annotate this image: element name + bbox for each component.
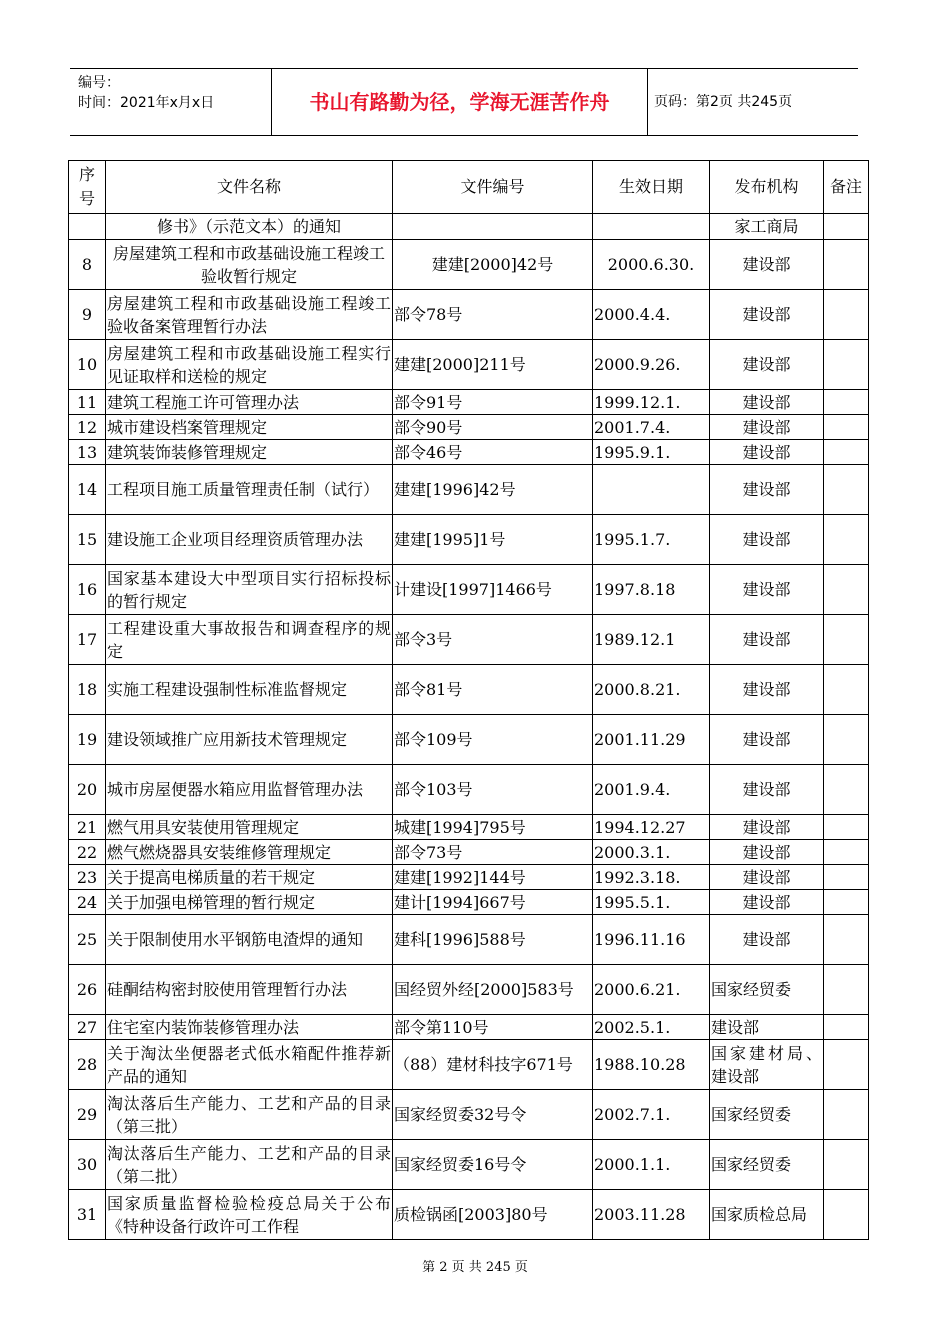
- cell-code: 部令90号: [393, 415, 593, 440]
- cell-code: 部令73号: [393, 840, 593, 865]
- cell-code: [393, 214, 593, 240]
- cell-date: 2000.9.26.: [593, 340, 710, 390]
- cell-name: 建筑工程施工许可管理办法: [106, 390, 393, 415]
- cell-date: 2000.1.1.: [593, 1140, 710, 1190]
- table-row: [69, 965, 869, 1015]
- table-row: [69, 1040, 869, 1090]
- cell-name: 关于淘汰坐便器老式低水箱配件推荐新产品的通知: [106, 1040, 393, 1090]
- cell-name: 实施工程建设强制性标准监督规定: [106, 665, 393, 715]
- cell-code: 部令91号: [393, 390, 593, 415]
- cell-name: 工程建设重大事故报告和调查程序的规定: [106, 615, 393, 665]
- cell-date: 2001.11.29: [593, 715, 710, 765]
- cell-number: 12: [69, 415, 106, 440]
- cell-date: 2002.7.1.: [593, 1090, 710, 1140]
- cell-code: 国家经贸委32号令: [393, 1090, 593, 1140]
- cell-date: 2003.11.28: [593, 1190, 710, 1240]
- table-row: [69, 240, 869, 290]
- cell-name: 房屋建筑工程和市政基础设施工程实行见证取样和送检的规定: [106, 340, 393, 390]
- cell-number: 19: [69, 715, 106, 765]
- cell-date: 2001.7.4.: [593, 415, 710, 440]
- cell-date: 1997.8.18: [593, 565, 710, 615]
- cell-org: 建设部: [710, 915, 824, 965]
- header-divider: [647, 69, 648, 136]
- cell-code: 建建[2000]211号: [393, 340, 593, 390]
- cell-org: 国家经贸委: [710, 1090, 824, 1140]
- cell-name: 房屋建筑工程和市政基础设施工程竣工验收暂行规定: [106, 240, 393, 290]
- cell-note: [824, 415, 869, 440]
- cell-number: [69, 214, 106, 240]
- cell-note: [824, 1140, 869, 1190]
- table-row: [69, 1015, 869, 1040]
- cell-note: [824, 465, 869, 515]
- cell-date: 1995.9.1.: [593, 440, 710, 465]
- time-label: 时间：2021年x月x日: [78, 95, 215, 111]
- cell-date: 1992.3.18.: [593, 865, 710, 890]
- cell-code: 部令103号: [393, 765, 593, 815]
- regulations-table: [68, 160, 869, 1240]
- cell-note: [824, 565, 869, 615]
- cell-date: 2002.5.1.: [593, 1015, 710, 1040]
- cell-note: [824, 865, 869, 890]
- cell-date: 1989.12.1: [593, 615, 710, 665]
- cell-number: 22: [69, 840, 106, 865]
- cell-note: [824, 340, 869, 390]
- cell-note: [824, 1015, 869, 1040]
- table-row: [69, 840, 869, 865]
- cell-org: 国家经贸委: [710, 965, 824, 1015]
- table-row: [69, 415, 869, 440]
- cell-number: 26: [69, 965, 106, 1015]
- cell-note: [824, 390, 869, 415]
- col-header-note: 备注: [824, 161, 869, 214]
- cell-number: 18: [69, 665, 106, 715]
- cell-code: 建建[1996]42号: [393, 465, 593, 515]
- cell-org: 家工商局: [710, 214, 824, 240]
- cell-name: 燃气燃烧器具安装维修管理规定: [106, 840, 393, 865]
- cell-date: 2000.3.1.: [593, 840, 710, 865]
- cell-name: 国家质量监督检验检疫总局关于公布《特种设备行政许可工作程: [106, 1190, 393, 1240]
- cell-number: 11: [69, 390, 106, 415]
- cell-note: [824, 240, 869, 290]
- cell-number: 31: [69, 1190, 106, 1240]
- table-row: [69, 1190, 869, 1240]
- table-header-row: [69, 161, 869, 214]
- cell-name: 修书》（示范文本）的通知: [106, 214, 393, 240]
- cell-org: 建设部: [710, 465, 824, 515]
- cell-number: 30: [69, 1140, 106, 1190]
- cell-date: [593, 465, 710, 515]
- cell-date: 1994.12.27: [593, 815, 710, 840]
- cell-name: 建设领域推广应用新技术管理规定: [106, 715, 393, 765]
- cell-number: 15: [69, 515, 106, 565]
- cell-note: [824, 665, 869, 715]
- cell-note: [824, 1190, 869, 1240]
- cell-number: 8: [69, 240, 106, 290]
- cell-number: 17: [69, 615, 106, 665]
- cell-code: （88）建材科技字671号: [393, 1040, 593, 1090]
- cell-date: 2000.6.30.: [593, 240, 710, 290]
- cell-number: 29: [69, 1090, 106, 1140]
- cell-date: 2001.9.4.: [593, 765, 710, 815]
- cell-date: 1988.10.28: [593, 1040, 710, 1090]
- cell-name: 淘汰落后生产能力、工艺和产品的目录（第三批）: [106, 1090, 393, 1140]
- cell-org: 建设部: [710, 565, 824, 615]
- cell-name: 燃气用具安装使用管理规定: [106, 815, 393, 840]
- col-header-code: 文件编号: [393, 161, 593, 214]
- cell-org: 建设部: [710, 415, 824, 440]
- cell-name: 关于加强电梯管理的暂行规定: [106, 890, 393, 915]
- cell-code: 计建设[1997]1466号: [393, 565, 593, 615]
- cell-date: 1999.12.1.: [593, 390, 710, 415]
- cell-number: 23: [69, 865, 106, 890]
- table-row: [69, 715, 869, 765]
- cell-code: 建建[1992]144号: [393, 865, 593, 890]
- cell-note: [824, 290, 869, 340]
- table-row: [69, 390, 869, 415]
- col-header-date: 生效日期: [593, 161, 710, 214]
- cell-number: 10: [69, 340, 106, 390]
- cell-org: 建设部: [710, 890, 824, 915]
- table-row: [69, 865, 869, 890]
- cell-org: 建设部: [710, 390, 824, 415]
- cell-code: 部令78号: [393, 290, 593, 340]
- cell-date: [593, 214, 710, 240]
- table-row: [69, 915, 869, 965]
- cell-note: [824, 965, 869, 1015]
- cell-name: 淘汰落后生产能力、工艺和产品的目录（第二批）: [106, 1140, 393, 1190]
- table-row: [69, 440, 869, 465]
- cell-code: 部令第110号: [393, 1015, 593, 1040]
- cell-code: 质检锅函[2003]80号: [393, 1190, 593, 1240]
- cell-number: 28: [69, 1040, 106, 1090]
- cell-org: 建设部: [710, 240, 824, 290]
- col-header-name: 文件名称: [106, 161, 393, 214]
- cell-number: 24: [69, 890, 106, 915]
- page-header: [70, 68, 858, 136]
- cell-number: 14: [69, 465, 106, 515]
- col-header-number: 序号: [69, 161, 106, 214]
- cell-name: 住宅室内装饰装修管理办法: [106, 1015, 393, 1040]
- table-row: [69, 1090, 869, 1140]
- cell-note: [824, 765, 869, 815]
- cell-date: 2000.8.21.: [593, 665, 710, 715]
- header-motto: 书山有路勤为径，学海无涯苦作舟: [309, 90, 610, 114]
- cell-org: 建设部: [710, 440, 824, 465]
- cell-org: 建设部: [710, 765, 824, 815]
- cell-name: 国家基本建设大中型项目实行招标投标的暂行规定: [106, 565, 393, 615]
- cell-org: 建设部: [710, 840, 824, 865]
- cell-number: 9: [69, 290, 106, 340]
- cell-name: 城市房屋便器水箱应用监督管理办法: [106, 765, 393, 815]
- cell-name: 城市建设档案管理规定: [106, 415, 393, 440]
- cell-org: 国家建材局、建设部: [710, 1040, 824, 1090]
- cell-name: 建设施工企业项目经理资质管理办法: [106, 515, 393, 565]
- table-row: [69, 890, 869, 915]
- cell-date: 2000.6.21.: [593, 965, 710, 1015]
- table-row: [69, 815, 869, 840]
- cell-code: 国经贸外经[2000]583号: [393, 965, 593, 1015]
- cell-code: 部令46号: [393, 440, 593, 465]
- cell-note: [824, 1090, 869, 1140]
- cell-org: 建设部: [710, 665, 824, 715]
- table-row: [69, 665, 869, 715]
- cell-code: 国家经贸委16号令: [393, 1140, 593, 1190]
- cell-date: 1996.11.16: [593, 915, 710, 965]
- cell-note: [824, 815, 869, 840]
- cell-org: 国家质检总局: [710, 1190, 824, 1240]
- cell-date: 1995.5.1.: [593, 890, 710, 915]
- cell-date: 1995.1.7.: [593, 515, 710, 565]
- cell-date: 2000.4.4.: [593, 290, 710, 340]
- table-row: [69, 340, 869, 390]
- table-row: [69, 615, 869, 665]
- cell-note: [824, 214, 869, 240]
- cell-number: 13: [69, 440, 106, 465]
- col-header-org: 发布机构: [710, 161, 824, 214]
- cell-name: 关于提高电梯质量的若干规定: [106, 865, 393, 890]
- table-row: [69, 214, 869, 240]
- cell-note: [824, 440, 869, 465]
- table-row: [69, 1140, 869, 1190]
- cell-code: 部令109号: [393, 715, 593, 765]
- cell-note: [824, 915, 869, 965]
- cell-number: 20: [69, 765, 106, 815]
- cell-code: 部令81号: [393, 665, 593, 715]
- code-label: 编号：: [78, 75, 120, 91]
- table-row: [69, 465, 869, 515]
- table-row: [69, 515, 869, 565]
- cell-code: 建建[1995]1号: [393, 515, 593, 565]
- cell-org: 国家经贸委: [710, 1140, 824, 1190]
- cell-name: 工程项目施工质量管理责任制（试行）: [106, 465, 393, 515]
- cell-note: [824, 890, 869, 915]
- table-row: [69, 565, 869, 615]
- cell-code: 城建[1994]795号: [393, 815, 593, 840]
- cell-number: 16: [69, 565, 106, 615]
- cell-name: 建筑装饰装修管理规定: [106, 440, 393, 465]
- cell-org: 建设部: [710, 865, 824, 890]
- table-row: [69, 290, 869, 340]
- cell-org: 建设部: [710, 515, 824, 565]
- cell-code: 建计[1994]667号: [393, 890, 593, 915]
- cell-note: [824, 840, 869, 865]
- cell-number: 25: [69, 915, 106, 965]
- cell-number: 21: [69, 815, 106, 840]
- cell-name: 关于限制使用水平钢筋电渣焊的通知: [106, 915, 393, 965]
- cell-code: 部令3号: [393, 615, 593, 665]
- header-meta: [78, 73, 214, 113]
- cell-org: 建设部: [710, 715, 824, 765]
- table-row: [69, 765, 869, 815]
- cell-org: 建设部: [710, 615, 824, 665]
- page-number-label: 页码：第2页 共245页: [654, 94, 793, 110]
- cell-note: [824, 515, 869, 565]
- cell-code: 建建[2000]42号: [393, 240, 593, 290]
- cell-code: 建科[1996]588号: [393, 915, 593, 965]
- cell-name: 硅酮结构密封胶使用管理暂行办法: [106, 965, 393, 1015]
- page-footer: 第 2 页 共 245 页: [422, 1260, 528, 1275]
- cell-name: 房屋建筑工程和市政基础设施工程竣工验收备案管理暂行办法: [106, 290, 393, 340]
- cell-note: [824, 715, 869, 765]
- cell-org: 建设部: [710, 815, 824, 840]
- table-body: [69, 214, 869, 1240]
- cell-org: 建设部: [710, 290, 824, 340]
- cell-note: [824, 1040, 869, 1090]
- cell-number: 27: [69, 1015, 106, 1040]
- cell-org: 建设部: [710, 1015, 824, 1040]
- cell-org: 建设部: [710, 340, 824, 390]
- cell-note: [824, 615, 869, 665]
